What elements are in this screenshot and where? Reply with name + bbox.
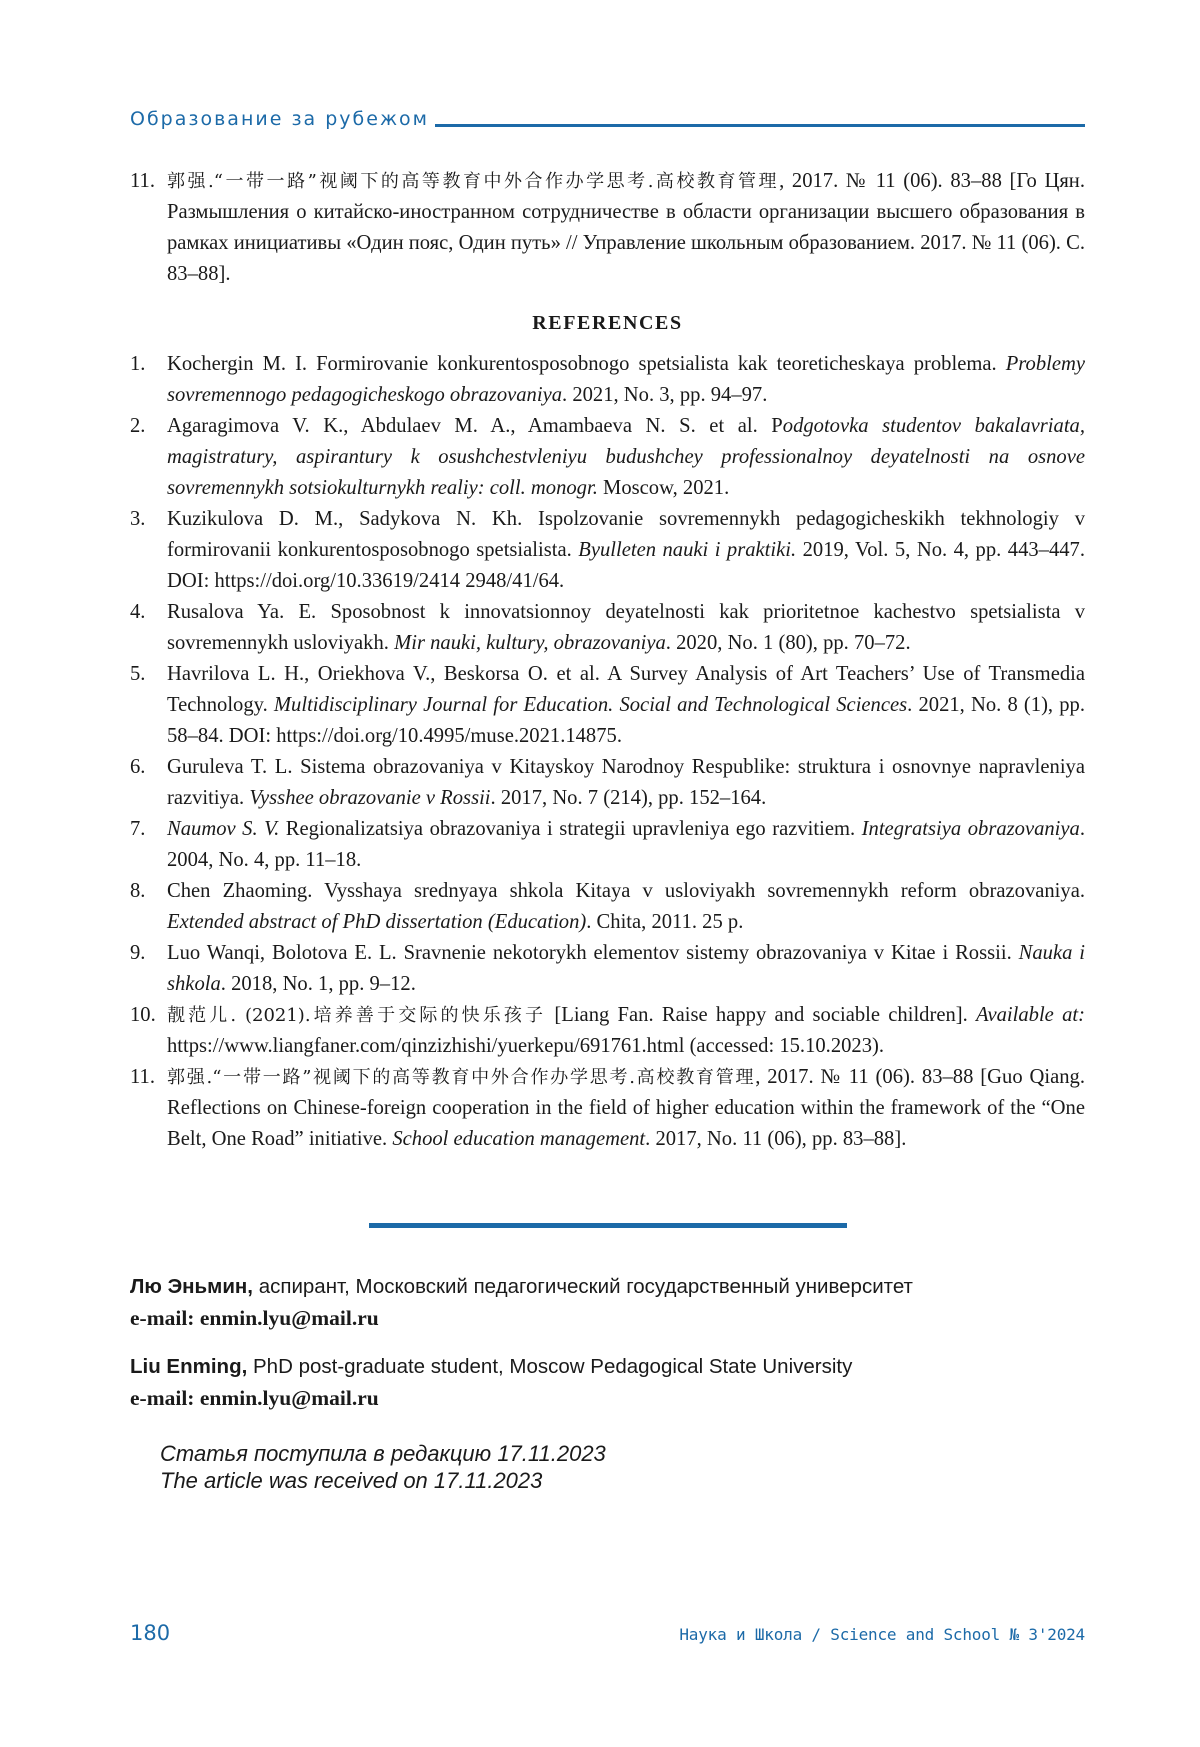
- reference-text: [Liang Fan. Raise happy and sociable children].: [546, 1004, 977, 1026]
- reference-text: Guruleva T. L. Sistema obrazovaniya v Kitayskoy Narodnoy Respublike: struktura i osnovnye napravleniya razvitiya.: [167, 756, 1085, 809]
- reference-item: [130, 504, 1085, 597]
- reference-text: Rusalova Ya. E. Sposobnost k innovatsionnoy deyatelnosti kak prioritetnoe kachestvo spetsialista v sovremennykh usloviyakh.: [167, 601, 1085, 654]
- reference-number: 1.: [130, 353, 146, 375]
- reference-text: Chen Zhaoming. Vysshaya srednyaya shkola Kitaya v usloviyakh sovremennykh reform obrazovaniya.: [167, 880, 1085, 902]
- reference-italic-text: Problemy sovremennogo pedagogicheskogo obrazovaniya: [167, 353, 1085, 406]
- reference-text: . Chita, 2011. 25 p.: [586, 911, 744, 933]
- reference-text: , 2017. № 11 (06). 83–88 [Го Цян. Размышления о китайско-иностранном сотрудничестве в области организации высшего образования в рамках инициативы «Один пояс, Один путь» // Управление школьным образованием. 2017. № 11 (06). С. 83–88].: [167, 170, 1085, 285]
- author-name-en: Liu Enming,: [130, 1355, 248, 1378]
- reference-number: 10.: [130, 1004, 156, 1026]
- reference-text: 2019, Vol. 5, No. 4, pp. 443–447. DOI: https://doi.org/10.33619/2414 2948/41/64.: [167, 539, 1085, 592]
- reference-item: [130, 938, 1085, 1000]
- reference-italic-text: Naumov S. V.: [167, 818, 280, 840]
- reference-italic-text: odgotovka studentov bakalavriata, magistratury, aspirantury k osushchestvleniyu budushchey professionalnoy deyatelnosti na osnove sovremennykh sotsiokulturnykh realiy: coll. monogr.: [167, 415, 1085, 499]
- reference-text: , 2017. № 11 (06). 83–88 [Guo Qiang. Reflections on Chinese-foreign cooperation in the field of higher education within the framework of the “One Belt, One Road” initiative.: [167, 1066, 1085, 1150]
- section-divider: [369, 1223, 847, 1228]
- reference-number: 9.: [130, 942, 146, 964]
- author-name-ru: Лю Эньмин,: [130, 1275, 253, 1298]
- reference-text: Kuzikulova D. M., Sadykova N. Kh. Ispolzovanie sovremennykh pedagogicheskikh tekhnologiy v formirovanii konkurentosposobnogo spetsialista.: [167, 508, 1085, 561]
- reference-item: [130, 411, 1085, 504]
- author-email-ru[interactable]: e-mail: enmin.lyu@mail.ru: [130, 1306, 379, 1330]
- reference-number: 11.: [130, 170, 155, 192]
- reference-italic-text: Available at:: [976, 1004, 1085, 1026]
- reference-italic-text: Byulleten nauki i praktiki.: [578, 539, 797, 561]
- received-date-en: The article was received on 17.11.2023: [160, 1468, 543, 1493]
- reference-text: Regionalizatsiya obrazovaniya i strategii upravleniya ego razvitiem.: [279, 818, 862, 840]
- reference-italic-text: Integratsiya obrazovaniya: [861, 818, 1080, 840]
- reference-text: 靓范儿. (2021).培养善于交际的快乐孩子: [167, 1005, 547, 1026]
- reference-text: Havrilova L. H., Oriekhova V., Beskorsa O. et al. A Survey Analysis of Art Teachers’ Use of Transmedia Technology.: [167, 663, 1085, 716]
- reference-item: [130, 814, 1085, 876]
- author-info-ru: [130, 1272, 1085, 1334]
- reference-text: . 2021, No. 3, pp. 94–97.: [562, 384, 768, 406]
- author-description-ru: аспирант, Московский педагогический государственный университет: [253, 1275, 913, 1298]
- reference-number: 5.: [130, 663, 146, 685]
- reference-number: 4.: [130, 601, 146, 623]
- section-title: Образование за рубежом: [130, 108, 430, 130]
- reference-item: [130, 659, 1085, 752]
- reference-number: 11.: [130, 1066, 155, 1088]
- references-list: [130, 349, 1085, 1155]
- reference-text: . 2020, No. 1 (80), pp. 70–72.: [665, 632, 911, 654]
- running-header: [130, 104, 1085, 130]
- reference-item: [130, 752, 1085, 814]
- reference-text: Agaragimova V. K., Abdulaev M. A., Amambaeva N. S. et al. P: [167, 415, 783, 437]
- author-description-en: PhD post-graduate student, Moscow Pedagogical State University: [247, 1355, 853, 1378]
- journal-name: Наука и Школа / Science and School № 3'2024: [679, 1625, 1085, 1644]
- reference-text: Kochergin M. I. Formirovanie konkurentosposobnogo spetsialista kak teoreticheskaya problema.: [167, 353, 1006, 375]
- reference-number: 6.: [130, 756, 146, 778]
- reference-text: . 2004, No. 4, pp. 11–18.: [167, 818, 1085, 871]
- reference-text: . 2017, No. 7 (214), pp. 152–164.: [490, 787, 767, 809]
- received-note: [160, 1440, 606, 1494]
- author-email-en[interactable]: e-mail: enmin.lyu@mail.ru: [130, 1386, 379, 1410]
- reference-italic-text: School education management: [392, 1128, 646, 1150]
- reference-text: . 2021, No. 8 (1), pp. 58–84. DOI: https://doi.org/10.4995/muse.2021.14875.: [167, 694, 1085, 747]
- reference-text: Luo Wanqi, Bolotova E. L. Sravnenie nekotorykh elementov sistemy obrazovaniya v Kitae i Rossii.: [167, 942, 1019, 964]
- reference-item: [130, 166, 1085, 290]
- header-rule: [435, 124, 1085, 127]
- reference-italic-text: Mir nauki, kultury, obrazovaniya: [394, 632, 666, 654]
- reference-item: [130, 1000, 1085, 1062]
- reference-item: [130, 349, 1085, 411]
- reference-text: https://www.liangfaner.com/qinzizhishi/yuerkepu/691761.html (accessed: 15.10.2023).: [167, 1035, 885, 1057]
- reference-text: 郭强.“一带一路”视阈下的高等教育中外合作办学思考.高校教育管理: [167, 1067, 756, 1088]
- reference-text: . 2017, No. 11 (06), pp. 83–88].: [645, 1128, 907, 1150]
- references-heading: REFERENCES: [532, 312, 683, 334]
- reference-number: 2.: [130, 415, 146, 437]
- reference-italic-text: Vysshee obrazovanie v Rossii: [249, 787, 491, 809]
- reference-text: . 2018, No. 1, pp. 9–12.: [220, 973, 416, 995]
- reference-item: [130, 1062, 1085, 1155]
- author-info-en: [130, 1352, 1085, 1414]
- received-date-ru: Статья поступила в редакцию 17.11.2023: [160, 1441, 606, 1466]
- reference-italic-text: Nauka i shkola: [167, 942, 1085, 995]
- page-number: 180: [130, 1621, 171, 1645]
- reference-number: 8.: [130, 880, 146, 902]
- reference-italic-text: Extended abstract of PhD dissertation (Education): [167, 911, 587, 933]
- reference-number: 3.: [130, 508, 146, 530]
- ru-reference-list: [130, 166, 1085, 290]
- reference-item: [130, 876, 1085, 938]
- reference-text: Moscow, 2021.: [597, 477, 730, 499]
- reference-number: 7.: [130, 818, 146, 840]
- reference-item: [130, 597, 1085, 659]
- reference-text: 郭强.“一带一路”视阈下的高等教育中外合作办学思考.高校教育管理: [167, 171, 780, 192]
- reference-italic-text: Multidisciplinary Journal for Education. Social and Technological Sciences: [273, 694, 908, 716]
